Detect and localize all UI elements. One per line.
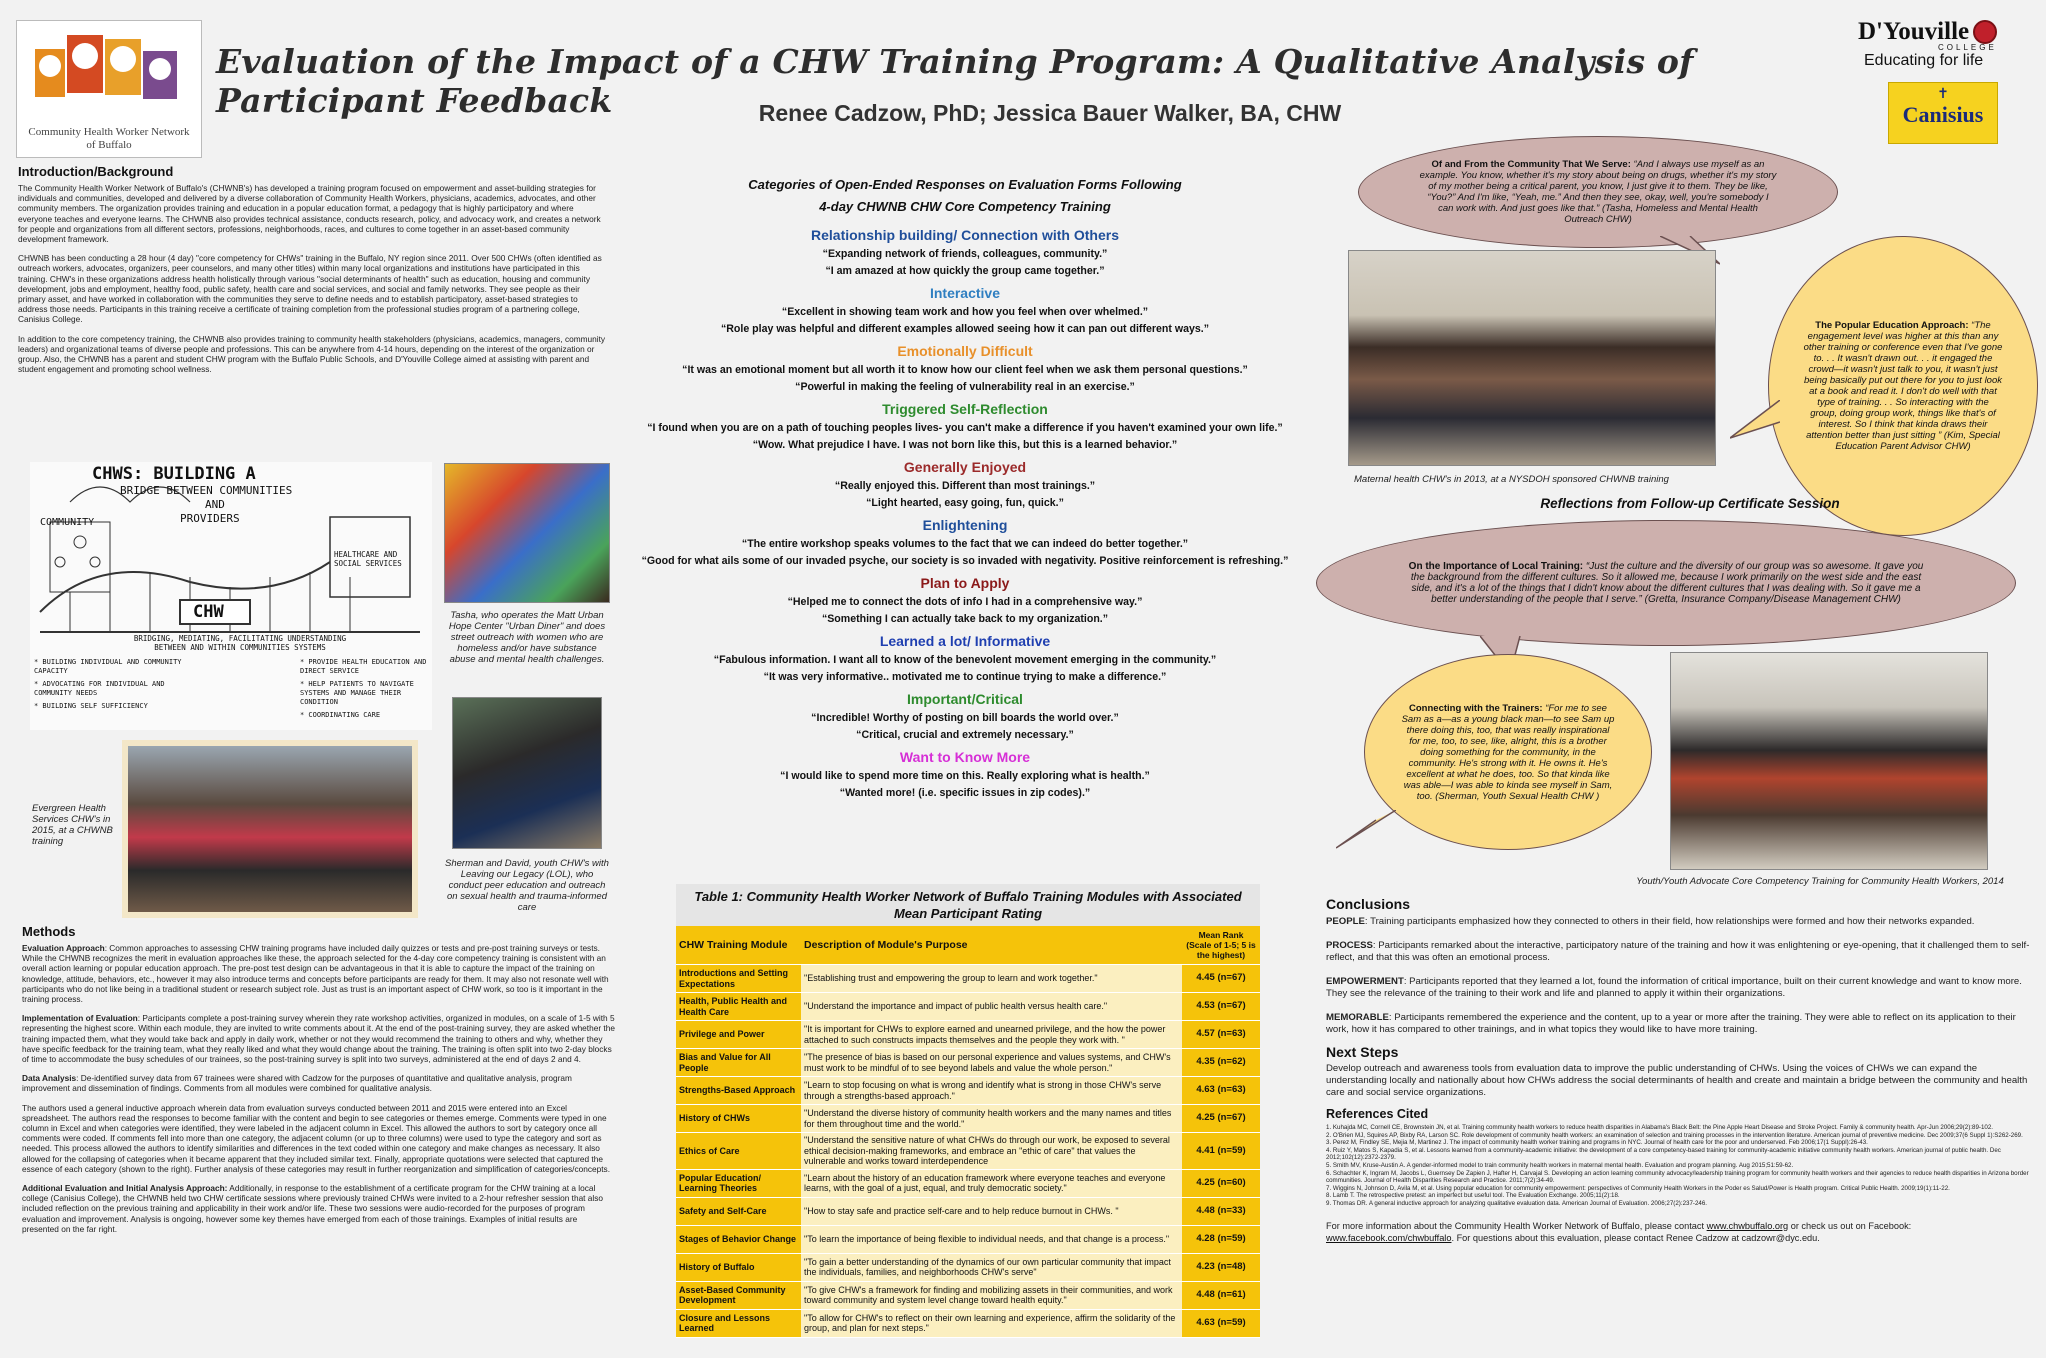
module-cell: Strengths-Based Approach (676, 1077, 801, 1105)
description-cell: "Learn about the history of an education framework where everyone teaches and everyone learns, with the goal of a just, equal, and truly democratic society." (801, 1169, 1182, 1197)
description-cell: "To learn the importance of being flexible to individual needs, and that change is a process." (801, 1225, 1182, 1253)
intro-section (18, 164, 606, 383)
table-row (676, 1049, 1260, 1077)
table-row (676, 1197, 1260, 1225)
category-quote: “Something I can actually take back to my organization.” (821, 613, 1109, 625)
quote-bubble-local (1316, 520, 2016, 646)
canisius-logo (1888, 82, 1998, 144)
bubble2-text: “The engagement level was higher at this than any other training or conference even that I've gone to. . . It wasn't drawn out. . . it engaged the crowd—it wasn't just talk to you, it wasn't just being basically put out there for you to just look at a book and read it. I don't do well with that type of training. . . So interacting with the group, doing group work, things like that's of interest. So I think that kinda draws their attention better than just sitting ” (Kim, Special Education Parent Advisor CHW) (1803, 320, 2003, 452)
description-cell: "Learn to stop focusing on what is wrong and identify what is strong in those CHW's serve through a strengths-based approach." (801, 1077, 1182, 1105)
category-quote: “I would like to spend more time on this. Really exploring what is health.” (780, 770, 1150, 782)
description-cell: "Establishing trust and empowering the group to learn and work together." (801, 965, 1182, 993)
sketch-right-item: * HELP PATIENTS TO NAVIGATE SYSTEMS AND MANAGE THEIR CONDITION (300, 680, 414, 706)
mean-rank-cell: 4.23 (n=48) (1182, 1253, 1260, 1281)
category-quote: “Role play was helpful and different examples allowed seeing how it can pan out different ways.” (720, 323, 1209, 335)
sketch-right-item: * COORDINATING CARE (300, 711, 381, 719)
reference-item: 7. Wiggins N, Johnson D, Avila M, et al. Using popular education for community empowerment: perspectives of Community Health Workers in the Poder es Salud/Power is Health program. Critical Public Health. 2009;19(1):11-22. (1326, 1184, 1950, 1192)
table-row (676, 1309, 1260, 1337)
memorable-label: MEMORABLE (1326, 1012, 1389, 1023)
categories-section (640, 174, 1290, 800)
category-quote: “It was an emotional moment but all worth it to know how our client feel when we ask them personal questions.” (682, 364, 1248, 376)
reference-item: 2. O'Brien MJ, Squires AP, Bixby RA, Larson SC. Role development of community health workers: an examination of selection and training processes in the intervention literature. American journal of preventive medicine. Dec 2009;37(6 Suppl 1):S262-269. (1326, 1131, 2023, 1139)
intro-heading: Introduction/Background (18, 164, 174, 179)
mean-rank-cell: 4.57 (n=63) (1182, 1021, 1260, 1049)
bubble4-label: Connecting with the Trainers: (1409, 702, 1543, 714)
category-heading: Important/Critical (907, 691, 1023, 707)
category-heading: Plan to Apply (920, 575, 1010, 591)
category-heading: Enlightening (922, 517, 1008, 533)
people-logo-icon (17, 21, 203, 121)
description-cell: "How to stay safe and practice self-care and to help reduce burnout in CHWs. " (801, 1197, 1182, 1225)
modules-table-box (676, 884, 1260, 1338)
sketch-left-item: * ADVOCATING FOR INDIVIDUAL AND COMMUNITY NEEDS (34, 680, 165, 697)
footer-line1a: For more information about the Community Health Worker Network of Buffalo, please contact (1326, 1220, 1707, 1231)
module-cell: Popular Education/ Learning Theories (676, 1169, 801, 1197)
module-cell: Asset-Based Community Development (676, 1281, 801, 1309)
category-quote: “Wow. What prejudice I have. I was not born like this, but this is a learned behavior.” (752, 439, 1178, 451)
module-cell: Privilege and Power (676, 1021, 801, 1049)
module-cell: Safety and Self-Care (676, 1197, 801, 1225)
canisius-name: Canisius (1902, 102, 1984, 127)
table-row (676, 1021, 1260, 1049)
mean-rank-cell: 4.45 (n=67) (1182, 965, 1260, 993)
bubble2-tail-icon (1730, 400, 1780, 440)
modules-table (676, 926, 1260, 1338)
methods-p4: The authors used a general inductive approach wherein data from evaluation surveys conducted between 2011 and 2015 were entered into an Excel spreadsheet. The authors read the responses to become familiar with the content and begin to see categories or themes emerge. Comments were typed in one column in Excel and when categories were identified, they were labeled in the adjacent column in Excel. This allowed the authors to sort by category once all comments were coded. If comments fell into more than one category, the adjacent column (or up to three columns) were used to type the category and sort as needed. This process allowed the authors to identify similarities and differences in the text coded within one category and make changes as necessary. It also allowed for the collapsing of categories when it became apparent that they included similar text. Finally, appropriate quotations were selected that captured the essence of each category (shown to the right). Further analysis of these categories may result in further reorganization and simplification of categories/concepts. (22, 1102, 610, 1174)
intro-p2: CHWNB has been conducting a 28 hour (4 day) "core competency for CHWs" training in the Buffalo, NY region since 2011. Over 500 CHWs (often identified as outreach workers, advocates, organizers, peer counselors, and many other titles) within many local organizations and institutions have participated in this training. CHW's in these organizations address health holistically through various "social determinants of health" such as education, housing and community development, jobs and employment, healthy food, public safety, health care and social services, and social and family networks. They see people as their primary asset, and have worked in collaboration with the communities they serve to define needs and to establish participatory, asset-based strategies to address those needs. Participants in this training receive a certificate of training completion from the professional studies program of a partnering college, Canisius College. (18, 253, 602, 325)
module-cell: Closure and Lessons Learned (676, 1309, 801, 1337)
sketch-community: COMMUNITY (40, 517, 95, 528)
module-cell: History of CHWs (676, 1105, 801, 1133)
description-cell: "Understand the diverse history of community health workers and the many names and titles for them throughout time and the world." (801, 1105, 1182, 1133)
dyouville-seal-icon (1973, 20, 1997, 44)
methods-section (22, 924, 616, 1243)
description-cell: "Understand the sensitive nature of what CHWs do through our work, be exposed to several ethical decision-making frameworks, and embrace an "ethic of care" that values the vulnerable and works toward interdependence (801, 1133, 1182, 1170)
methods-heading: Methods (22, 924, 76, 939)
mean-rank-cell: 4.63 (n=59) (1182, 1309, 1260, 1337)
category-quote: “Fabulous information. I want all to know of the benevolent movement emerging in the community.” (713, 654, 1217, 666)
reflections-title: Reflections from Follow-up Certificate Session (1540, 496, 1840, 511)
next-steps-heading: Next Steps (1326, 1044, 1399, 1060)
description-cell: "The presence of bias is based on our personal experience and values systems, and CHW's must work to be mindful of to see beyond labels and value the whole person." (801, 1049, 1182, 1077)
mean-rank-cell: 4.48 (n=33) (1182, 1197, 1260, 1225)
poster-title: Evaluation of the Impact of a CHW Training Program: A Qualitative Analysis of Participant Feedback (216, 42, 1694, 120)
category-quote: “Light hearted, easy going, fun, quick.” (866, 497, 1064, 509)
description-cell: "It is important for CHWs to explore earned and unearned privilege, and the how the power attached to such constructs impacts themselves and the people they work with. " (801, 1021, 1182, 1049)
sketch-left-item: * BUILDING SELF SUFFICIENCY (34, 702, 148, 710)
memorable-text: : Participants remembered the experience and the content, up to a year or more after the training. They were able to reflect on its application to their work, how it has compared to other trainings, and in what topics they would like to have more training. (1326, 1012, 2016, 1035)
module-cell: Health, Public Health and Health Care (676, 993, 801, 1021)
youth-photo (1670, 652, 1988, 870)
cross-icon: ✝ (1937, 85, 1949, 101)
methods-p3-label: Data Analysis (22, 1073, 77, 1084)
methods-p2: : Participants complete a post-training survey wherein they rate workshop activities, organized in modules, on a scale of 1-5 with 5 representing the highest score. Within each module, they are invited to write comments about it. At the end of the post-training survey, they are asked whether the training impacted them, what they would take back and apply in daily work, whether or not they would recommend the training to others and why, whether they have specific feedback for the training team, what they really liked and what they would change about the training. The training is often split into two 2-day blocks of time to accommodate the busy schedules of our trainees, so the post-training survey is split into two surveys, administered at the end of days 2 and 4. (22, 1013, 615, 1065)
maternal-caption: Maternal health CHW's in 2013, at a NYSDOH sponsored CHWNB training (1354, 474, 1669, 485)
empowerment-text: : Participants reported that they learned a lot, found the information of critical importance, built on their current knowledge and want to know more. They see the relevance of the training to their work and life and planned to apply it within their organizations. (1326, 976, 2022, 999)
conclusions-heading: Conclusions (1326, 896, 1411, 912)
mean-rank-cell: 4.35 (n=62) (1182, 1049, 1260, 1077)
category-quote: “I found when you are on a path of touching peoples lives- you can't make a difference if you haven't examined your own life.” (647, 422, 1283, 434)
category-heading: Emotionally Difficult (897, 343, 1033, 359)
bubble3-label: On the Importance of Local Training: (1408, 561, 1584, 572)
table-row (676, 1133, 1260, 1170)
mean-rank-cell: 4.25 (n=60) (1182, 1169, 1260, 1197)
chwnb-logo (16, 20, 202, 158)
intro-p1: The Community Health Worker Network of Buffalo's (CHWNB's) has developed a training program focused on empowerment and asset-building strategies for individuals and communities, developed and delivered by a diverse collaboration of Community Health Workers, physicians, academics, advocates, and other community members. The organization provides training and education in a popular education format, a pedagogy that is highly participatory and where everyone teaches and everyone learns. The CHWNB also provides technical assistance, conducts research, policy, and advocacy work, and creates a network for people and organizations from all different sectors, professions, neighborhoods, races, and cultures to come together in an asset-based community development framework. (18, 183, 601, 245)
category-heading: Interactive (929, 285, 1001, 301)
reference-item: 3. Perez M, Findley SE, Mejia M, Martinez J. The impact of community health worker training and programs in NYC. Journal of health care for the poor and underserved. Feb 2006;17(1 Suppl):26-43. (1326, 1139, 1868, 1147)
sketch-bridge: BRIDGING, MEDIATING, FACILITATING UNDERSTANDING BETWEEN AND WITHIN COMMUNITIES SYSTEMS (133, 634, 347, 652)
table-row (676, 1225, 1260, 1253)
people-text: : Training participants emphasized how they connected to others in their field, how relationships were formed and how their networks expanded. (1364, 916, 1975, 927)
mean-rank-cell: 4.41 (n=59) (1182, 1133, 1260, 1170)
process-text: : Participants remarked about the interactive, participatory nature of the training and how it was enlightening or eye-opening, that it challenged them to self-reflect, and that this was often an emotional process. (1326, 940, 2030, 963)
table-row (676, 1077, 1260, 1105)
sketch-title3: AND (205, 498, 225, 511)
youth-caption: Youth/Youth Advocate Core Competency Training for Community Health Workers, 2014 (1636, 876, 2004, 887)
bubble1-label: Of and From the Community That We Serve: (1431, 159, 1631, 170)
references-heading: References Cited (1326, 1107, 1429, 1121)
sherman-caption: Sherman and David, youth CHW's with Leaving our Legacy (LOL), who conduct peer education and outreach on sexual health and trauma-informed care (445, 858, 609, 913)
facebook-link[interactable]: www.facebook.com/chwbuffalo (1326, 1232, 1452, 1243)
dyouville-logo (1858, 18, 2038, 70)
category-heading: Relationship building/ Connection with Others (811, 227, 1119, 243)
bubble1-text: “And I always use myself as an example. You know, whether it's my story about being on drugs, whether it's my story of my mother being a critical parent, you know, I just give it to them. They be like, “You?” And I'm like, “Yeah, me.” And then they see, okay, well, you're somebody I can work with. And just goes like that.” (Tasha, Homeless and Mental Health Outreach CHW) (1419, 159, 1777, 225)
table-header-description: Description of Module's Purpose (801, 926, 1182, 965)
footer-line2: . For questions about this evaluation, please contact Renee Cadzow at cadzowr@dyc.edu. (1451, 1232, 1820, 1243)
sketch-title1: CHWS: BUILDING A (92, 464, 256, 484)
table-title: Table 1: Community Health Worker Network of Buffalo Training Modules with Associated Mean Participant Rating (676, 884, 1260, 926)
dyouville-sub: COLLEGE (1938, 43, 1997, 52)
module-cell: Ethics of Care (676, 1133, 801, 1170)
quote-bubble-trainers (1364, 654, 1652, 850)
sketch-right-item: * PROVIDE HEALTH EDUCATION AND DIRECT SERVICE (300, 658, 427, 675)
sketch-chw: CHW (193, 602, 224, 622)
mean-rank-cell: 4.53 (n=67) (1182, 993, 1260, 1021)
category-quote: “Incredible! Worthy of posting on bill boards the world over.” (811, 712, 1119, 724)
evergreen-photo (122, 740, 418, 918)
category-heading: Triggered Self-Reflection (882, 401, 1048, 417)
table-header-row (676, 926, 1260, 965)
conclusions-section (1326, 896, 2030, 1244)
category-quote: “Critical, crucial and extremely necessary.” (856, 729, 1074, 741)
logo-text-1: Community Health Worker Network (28, 126, 190, 138)
reference-item: 9. Thomas DR. A general inductive approach for analyzing qualitative evaluation data. American Journal of Evaluation. 2006;27(2):237-246. (1326, 1199, 1707, 1207)
tasha-photo (444, 463, 610, 603)
table-header-mean: Mean Rank (Scale of 1-5; 5 is the highest) (1182, 926, 1260, 965)
category-heading: Learned a lot/ Informative (879, 633, 1051, 649)
bubble3-text: “Just the culture and the diversity of our group was so awesome. It gave you the background from the different cultures. So it allowed me, because I work primarily on the west side and the east side, and it's a lot of the things that I didn't know about the different cultures that I was dealing with. So it gave me a better understanding of the people that I serve.” (Gretta, Insurance Company/Disease Management CHW) (1410, 561, 1924, 605)
category-quote: “Really enjoyed this. Different than most trainings.” (834, 480, 1096, 492)
mean-rank-cell: 4.28 (n=59) (1182, 1225, 1260, 1253)
dyouville-tagline: Educating for life (1864, 52, 1984, 69)
description-cell: "Understand the importance and impact of public health versus health care." (801, 993, 1182, 1021)
categories-list (640, 226, 1290, 800)
module-cell: Introductions and Setting Expectations (676, 965, 801, 993)
mean-rank-cell: 4.25 (n=67) (1182, 1105, 1260, 1133)
people-label: PEOPLE (1326, 916, 1365, 927)
sketch-title2: BRIDGE BETWEEN COMMUNITIES (120, 484, 293, 497)
mean-rank-cell: 4.48 (n=61) (1182, 1281, 1260, 1309)
category-quote: “Good for what ails some of our invaded psyche, our society is so invaded with negativity. Positive reinforcement is refreshing.” (641, 555, 1289, 567)
bubble4-tail-icon (1336, 810, 1396, 850)
table-row (676, 1253, 1260, 1281)
table-body (676, 965, 1260, 1338)
table-header-module: CHW Training Module (676, 926, 801, 965)
category-heading: Want to Know More (899, 749, 1031, 765)
table-row (676, 1281, 1260, 1309)
reference-item: 8. Lamb T. The retrospective pretest: an imperfect but useful tool. The Evaluation Exchange. 2005;11(2):18. (1326, 1192, 1620, 1200)
methods-p5: Additionally, in response to the establishment of a certificate program for the CHW training at a local college (Canisius College), the CHWNB held two CHW certificate sessions where previously trained CHWs were invited to a 2-hour refresher session that also included reflection on the previous training and applicability in their work and/or life. These two sessions were audio-recorded for the purposes of program evaluation and improvement. Analysis is ongoing, however some key themes have emerged from each of those trainings. Examples of initial results are presented on the far right. (22, 1183, 604, 1234)
table-row (676, 1169, 1260, 1197)
references-list (1326, 1124, 2030, 1208)
module-cell: Stages of Behavior Change (676, 1225, 801, 1253)
poster-authors: Renee Cadzow, PhD; Jessica Bauer Walker, BA, CHW (758, 100, 1342, 126)
table-row (676, 1105, 1260, 1133)
reference-item: 5. Smith MV, Kruse-Austin A. A gender-informed model to train community health workers in maternal mental health. Evaluation and program planning. Aug 2015;51:59-62. (1326, 1161, 1794, 1169)
description-cell: "To gain a better understanding of the dynamics of our own particular community that impact the individuals, families, and neighborhoods CHW's serve" (801, 1253, 1182, 1281)
category-quote: “Powerful in making the feeling of vulnerability real in an exercise.” (795, 381, 1135, 393)
sketch-health: HEALTHCARE AND SOCIAL SERVICES (334, 550, 402, 568)
category-quote: “Expanding network of friends, colleagues, community.” (822, 248, 1108, 260)
chwbuffalo-link[interactable]: www.chwbuffalo.org (1706, 1220, 1789, 1231)
module-cell: Bias and Value for All People (676, 1049, 801, 1077)
category-quote: “Excellent in showing team work and how you feel when over whelmed.” (781, 306, 1149, 318)
table-row (676, 965, 1260, 993)
methods-p2-label: Implementation of Evaluation (22, 1013, 138, 1024)
intro-p3: In addition to the core competency training, the CHWNB also provides training to community health stakeholders (physicians, academics, managers, community leaders) and organizational teams of diverse people and professions. This can be anywhere from 4-14 hours, depending on the interest of the organization or group. Also, the CHWNB has a parent and student CHW program with the Buffalo Public Schools, and D'Youville College aimed at assisting with parent and student engagement and promoting school wellness. (18, 333, 606, 375)
methods-p5-label: Additional Evaluation and Initial Analysis Approach: (22, 1183, 228, 1194)
methods-p3: : De-identified survey data from 67 trainees were shared with Cadzow for the purposes of quantitative and qualitative analysis, program improvement and dissemination of findings. Comments from all modules were combined for qualitative analysis. (22, 1073, 572, 1094)
reference-item: 6. Schachter K, Ingram M, Jacobs L, Guernsey De Zapien J, Hafter H, Carvajal S. Developing an action learning community advocacy/leadership training program for community health workers and their agencies to reduce health disparities in Arizona border communities. Journal of Health Disparities Research and Practice. 2011;7(2):34-49. (1326, 1169, 2029, 1185)
category-quote: “I am amazed at how quickly the group came together.” (825, 265, 1105, 277)
categories-title2: 4-day CHWNB CHW Core Competency Training (819, 199, 1111, 214)
table-row (676, 993, 1260, 1021)
methods-p1-label: Evaluation Approach (22, 943, 105, 953)
sketch-title4: PROVIDERS (180, 512, 240, 525)
chw-bridge-sketch (30, 462, 432, 730)
footer-contact (1326, 1220, 2030, 1244)
category-quote: “It was very informative.. motivated me to continue trying to make a difference.” (763, 671, 1167, 683)
maternal-photo (1348, 250, 1716, 466)
bubble4-text: “For me to see Sam as a—as a young black man—to see Sam up there doing this, too, that was really inspirational for me, too, to see, like, alright, this is a brother doing something for the community, in the community. He's strong with it. He owns it. He's excellent at what he does, too. So that kinda like was able—I was able to kinda see myself in Sam, too. (Sherman, Youth Sexual Health CHW ) (1401, 702, 1615, 802)
sketch-right-items (300, 658, 430, 720)
category-heading: Generally Enjoyed (903, 459, 1027, 475)
category-quote: “Wanted more! (i.e. specific issues in zip codes).” (839, 787, 1091, 799)
mean-rank-cell: 4.63 (n=63) (1182, 1077, 1260, 1105)
reference-item: 1. Kuhajda MC, Cornell CE, Brownstein JN, et al. Training community health workers to reduce health disparities in Alabama's Black Belt: the Pine Apple Heart Disease and Stroke Project. Family & community health. Apr-Jun 2006;29(2):89-102. (1326, 1124, 1994, 1131)
next-steps-text: Develop outreach and awareness tools from evaluation data to improve the public understanding of CHWs. Using the voices of CHWs we can expand the understanding locally and nationally about how CHWs address the social determinants of health and create and maintain a bridge between the community and health care and social service organizations. (1326, 1063, 2028, 1098)
category-quote: “The entire workshop speaks volumes to the fact that we can indeed do better together.” (741, 538, 1189, 550)
empowerment-label: EMPOWERMENT (1326, 976, 1404, 987)
methods-p1: : Common approaches to assessing CHW training programs have included daily quizzes or tests and pre-post training surveys or tests. While the CHWNB recognizes the merit in evaluation approaches like these, the approach selected for the 4-day core competency training is consistent with an overall action learning or popular education approach. The pre-post test design can be advantageous in that it is able to capture the impact of the training on knowledge, attitude, behaviors, etc., however it may also introduce terms and concepts before participants are ready for them. It may also not resonate well with participants who do not like being in a traditional student or research subject role. Just as trust is an important aspect of CHW work, so too is it important in the training process. (22, 943, 609, 1005)
description-cell: "To give CHW's a framework for finding and mobilizing assets in their communities, and work toward community and system level change toward health equity." (801, 1281, 1182, 1309)
quote-bubble-popular-ed (1768, 236, 2038, 536)
sherman-photo (452, 697, 602, 849)
sketch-left-items (34, 658, 184, 711)
tasha-caption: Tasha, who operates the Matt Urban Hope Center "Urban Diner" and does street outreach with women who are homeless and/or have substance abuse and mental health challenges. (448, 610, 606, 665)
description-cell: "To allow for CHW's to reflect on their own learning and experience, affirm the solidarity of the group, and plan for next steps." (801, 1309, 1182, 1337)
logo-text-2: of Buffalo (86, 139, 132, 151)
module-cell: History of Buffalo (676, 1253, 801, 1281)
evergreen-caption: Evergreen Health Services CHW's in 2015, at a CHWNB training (32, 803, 113, 847)
reference-item: 4. Ruiz Y, Matos S, Kapadia S, et al. Lessons learned from a community-academic initiative: the development of a core competency-based training for community-academic initiative community health workers. American journal of public health. Dec 2012;102(12):2372-2379. (1326, 1146, 2001, 1162)
process-label: PROCESS (1326, 940, 1373, 951)
dyouville-name: D'Youville (1858, 18, 1970, 45)
footer-line1b: or check us out on Facebook: (1788, 1220, 1912, 1231)
category-quote: “Helped me to connect the dots of info I had in a comprehensive way.” (787, 596, 1143, 608)
quote-bubble-community (1358, 136, 1838, 248)
categories-title1: Categories of Open-Ended Responses on Evaluation Forms Following (748, 177, 1182, 192)
sketch-left-item: * BUILDING INDIVIDUAL AND COMMUNITY CAPACITY (34, 658, 182, 675)
bubble2-label: The Popular Education Approach: (1815, 320, 1969, 331)
